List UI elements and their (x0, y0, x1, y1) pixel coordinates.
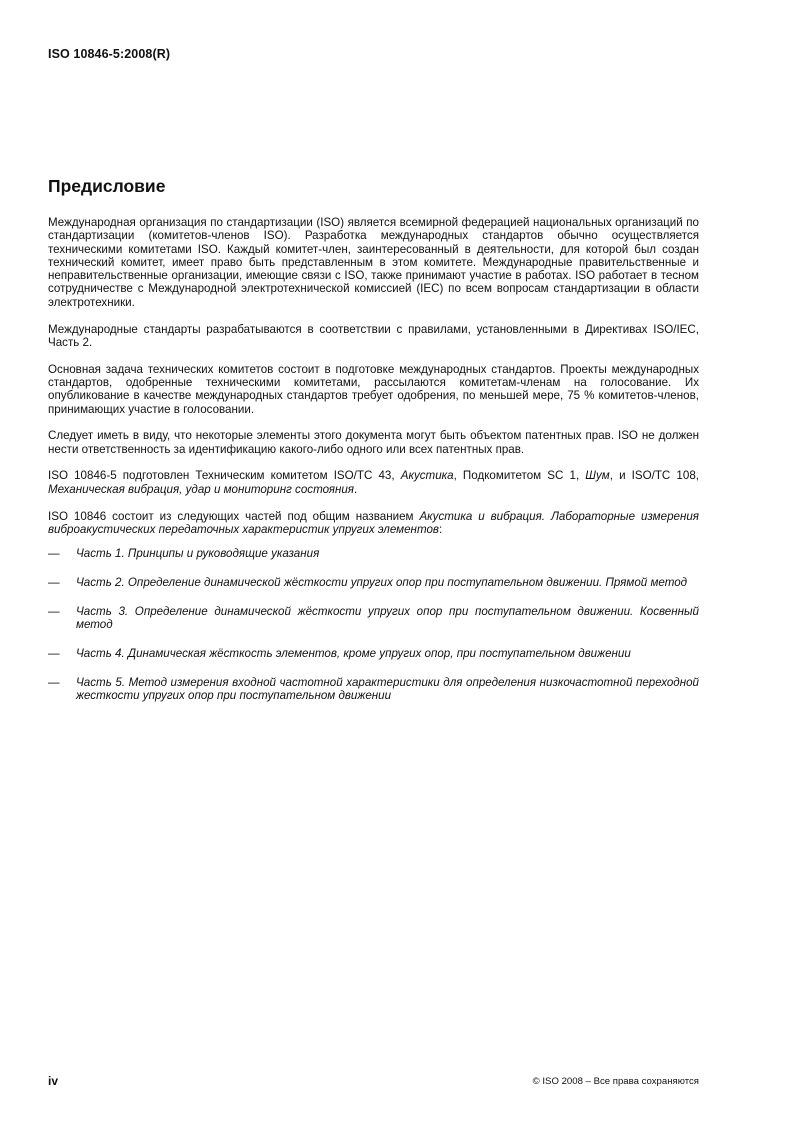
list-item (48, 605, 699, 632)
part-title: Часть 2. Определение динамической жёсткости упругих опор при поступательном движении. Прямой метод (76, 575, 688, 589)
list-dash: — (48, 646, 60, 660)
list-dash: — (48, 575, 60, 589)
prepared-by-text-2: , Подкомитетом SC 1, (453, 469, 586, 483)
prepared-by-text-4: . (354, 482, 358, 496)
section-title: Предисловие (48, 176, 166, 196)
parts-intro-text-2: : (438, 522, 443, 536)
committee-name-vibration: Механическая вибрация, удар и мониторинг состояния (48, 482, 354, 496)
page-number: iv (48, 1074, 59, 1088)
list-dash: — (48, 675, 60, 689)
parts-intro-text-1: ISO 10846 состоит из следующих частей под общим названием (48, 509, 420, 523)
list-dash: — (48, 604, 60, 618)
committee-name-acoustics: Акустика (400, 469, 454, 483)
subcommittee-name-noise: Шум (585, 469, 610, 483)
prepared-by-text-3: , и ISO/TC 108, (609, 469, 699, 483)
series-general-title: Акустика и вибрация. Лабораторные измерения виброакустических передаточных характеристик упругих элементов (48, 509, 699, 536)
document-id: ISO 10846-5:2008(R) (48, 47, 171, 61)
part-title: Часть 3. Определение динамической жёсткости упругих опор при поступательном движении. Косвенный метод (76, 604, 699, 632)
paragraph-parts-intro (48, 510, 699, 537)
part-title: Часть 5. Метод измерения входной частотной характеристики для определения низкочастотной переходной жесткости упругих опор при поступательном движении (76, 675, 699, 702)
list-item (48, 576, 699, 589)
paragraph-patent-notice: Следует иметь в виду, что некоторые элементы этого документа могут быть объектом патентных прав. ISO не должен нести ответственность за идентификацию какого-либо одного или всех патентных прав. (48, 429, 699, 456)
part-title: Часть 1. Принципы и руководящие указания (76, 547, 320, 561)
prepared-by-text-1: ISO 10846-5 подготовлен Техническим комитетом ISO/TC 43, (48, 469, 401, 483)
foreword-body (48, 216, 699, 718)
parts-list (48, 547, 699, 702)
paragraph-prepared-by (48, 469, 699, 496)
list-dash: — (48, 547, 60, 561)
paragraph-iso-description: Международная организация по стандартизации (ISO) является всемирной федерацией национальных организаций по стандартизации (комитетов-членов ISO). Разработка международных стандартов обычно осуществляется техническими комитетами ISO. Каждый комитет-член, заинтересованный в деятельности, для которой был создан технический комитет, имеет право быть представленным в этом комитете. Международные правительственные и неправительственные организации, имеющие связи с ISO, также принимают участие в работах. ISO работает в тесном сотрудничестве с Международной электротехнической комиссией (IEC) по всем вопросам стандартизации в области электротехники. (48, 216, 699, 309)
paragraph-directives: Международные стандарты разрабатываются в соответствии с правилами, установленными в Директивах ISO/IEC, Часть 2. (48, 322, 699, 349)
list-item (48, 676, 699, 703)
list-item (48, 547, 699, 560)
copyright-notice: © ISO 2008 – Все права сохраняются (532, 1076, 699, 1087)
list-item (48, 647, 699, 660)
part-title: Часть 4. Динамическая жёсткость элементов, кроме упругих опор, при поступательном движении (76, 646, 631, 660)
paragraph-committee-task: Основная задача технических комитетов состоит в подготовке международных стандартов. Проекты международных стандартов, одобренные техническими комитетами, рассылаются комитетам-членам на голосование. Их опубликование в качестве международных стандартов требует одобрения, по меньшей мере, 75 % комитетов-членов, принимающих участие в голосовании. (48, 362, 699, 416)
